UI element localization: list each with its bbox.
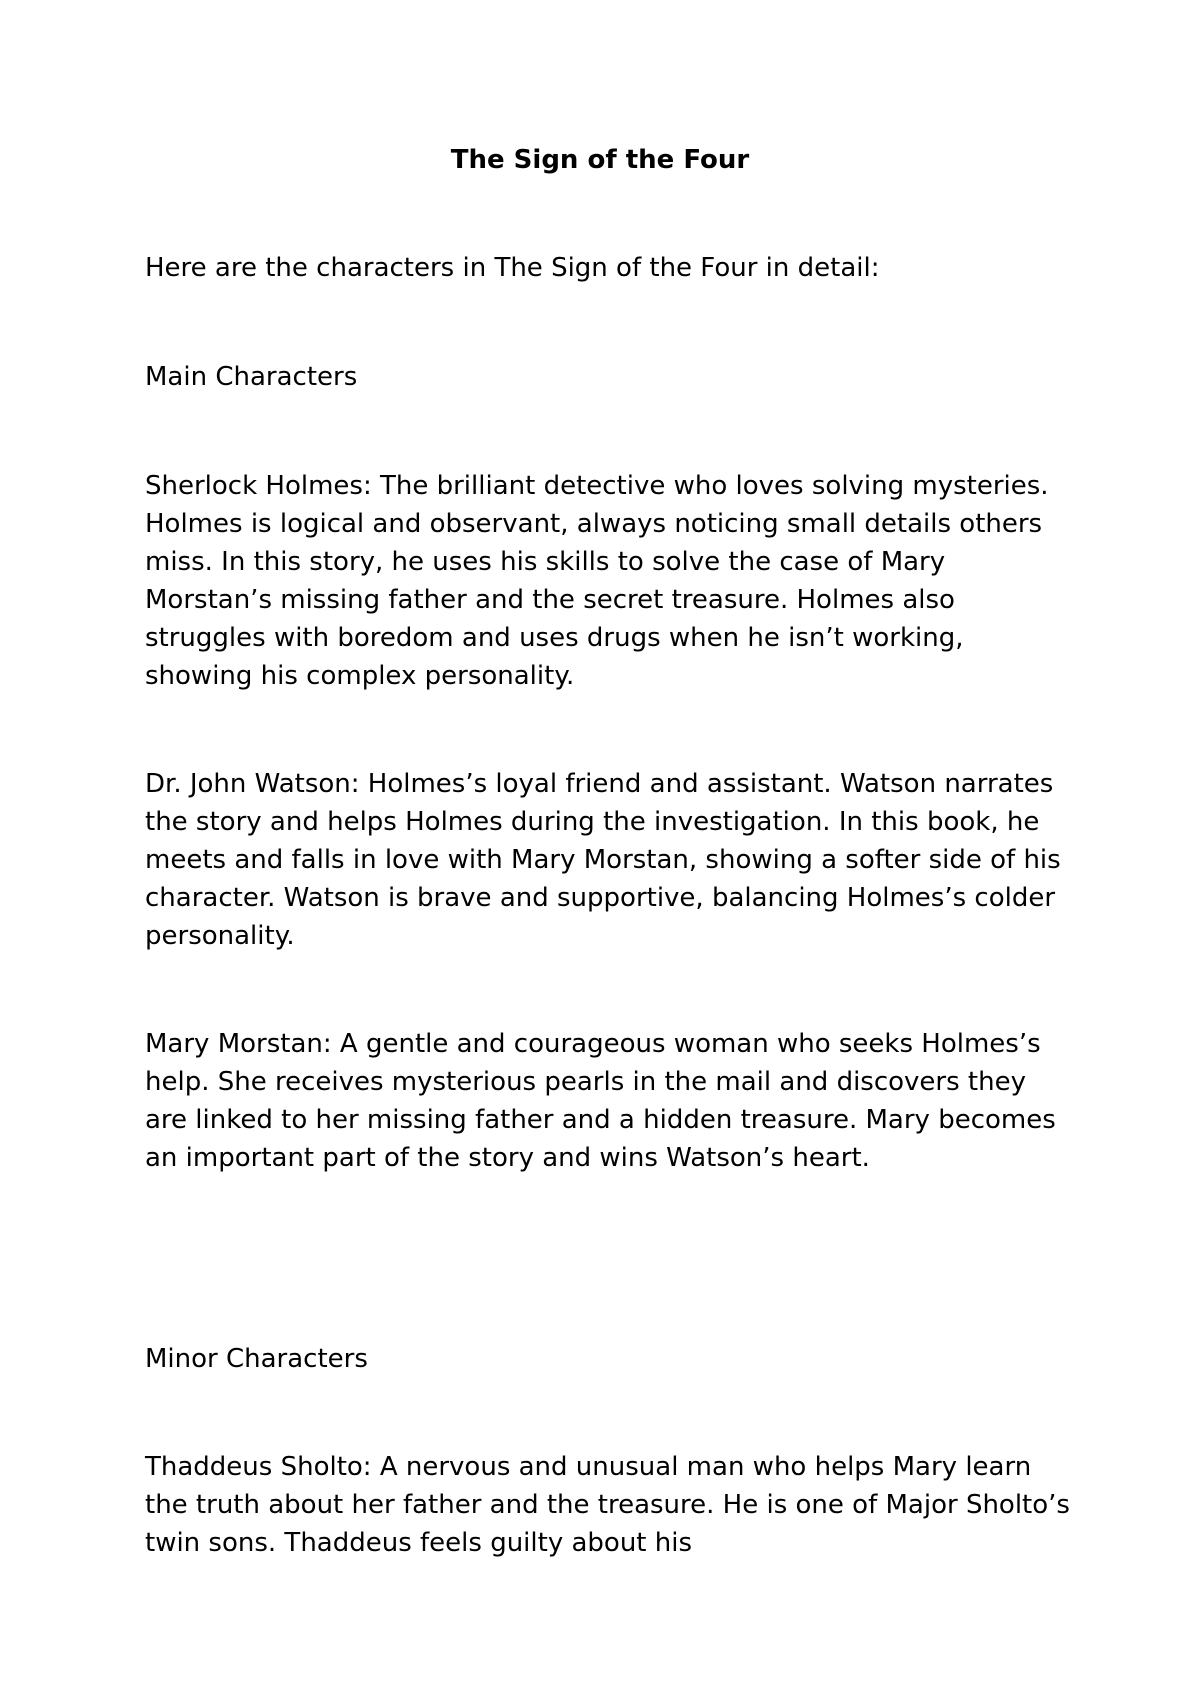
character-paragraph-sherlock-holmes: Sherlock Holmes: The brilliant detective who loves solving mysteries. Holmes is logical and observant, always noticing small details others miss. In this story, he uses his skills to solve the case of Mary Morstan’s missing father and the secret treasure. Holmes also struggles with boredom and uses drugs when he isn’t working, showing his complex personality. <box>145 471 1049 691</box>
document-title: The Sign of the Four <box>450 145 750 175</box>
character-paragraph-mary-morstan: Mary Morstan: A gentle and courageous woman who seeks Holmes’s help. She receives mysterious pearls in the mail and discovers they are linked to her missing father and a hidden treasure. Mary becomes an important part of the story and wins Watson’s heart. <box>145 1029 1056 1173</box>
minor-characters-heading: Minor Characters <box>145 1344 368 1374</box>
intro-paragraph: Here are the characters in The Sign of the Four in detail: <box>145 253 880 283</box>
character-paragraph-thaddeus-sholto: Thaddeus Sholto: A nervous and unusual man who helps Mary learn the truth about her father and the treasure. He is one of Major Sholto’s twin sons. Thaddeus feels guilty about his <box>145 1452 1070 1558</box>
main-characters-heading: Main Characters <box>145 362 358 392</box>
character-paragraph-john-watson: Dr. John Watson: Holmes’s loyal friend and assistant. Watson narrates the story and helps Holmes during the investigation. In this book, he meets and falls in love with Mary Morstan, showing a softer side of his character. Watson is brave and supportive, balancing Holmes’s colder personality. <box>145 769 1061 951</box>
